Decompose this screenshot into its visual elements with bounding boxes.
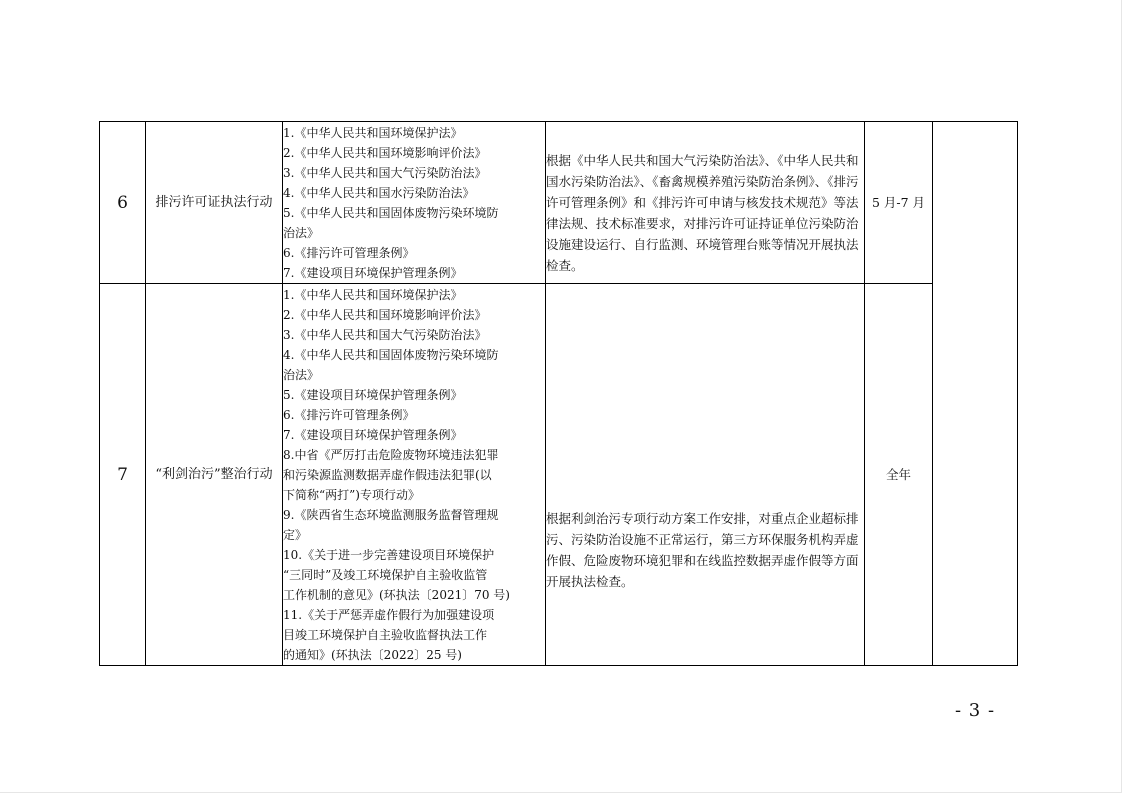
inspection-content: 根据《中华人民共和国大气污染防治法》、《中华人民共和国水污染防治法》、《畜禽规模养殖污染防治条例》、《排污许可管理条例》和《排污许可申请与核发技术规范》等法律法规、技术标准要求，对排污许可证持证单位污染防治设施建设运行、自行监测、环境管理台账等情况开展执法检查。: [546, 122, 865, 284]
basis-item: 下简称“两打”)专项行动》: [283, 488, 420, 502]
basis-item: 工作机制的意见》(环执法〔2021〕70 号): [283, 588, 510, 602]
basis-item: 2.《中华人民共和国环境影响评价法》: [283, 146, 487, 160]
basis-item: 8.中省《严厉打击危险废物环境违法犯罪: [283, 448, 499, 462]
inspection-content: 根据利剑治污专项行动方案工作安排，对重点企业超标排污、污染防治设施不正常运行，第三方环保服务机构弄虚作假、危险废物环境犯罪和在线监控数据弄虚作假等方面开展执法检查。: [546, 284, 865, 666]
basis-item: 5.《建设项目环境保护管理条例》: [283, 388, 463, 402]
time-period: 5 月-7 月: [865, 122, 933, 284]
basis-item: 的通知》(环执法〔2022〕25 号): [283, 648, 462, 662]
row-number: 6: [100, 122, 146, 284]
basis-item: 治法》: [283, 226, 320, 240]
basis-item: “三同时”及竣工环境保护自主验收监管: [283, 568, 488, 582]
basis-item: 6.《排污许可管理条例》: [283, 408, 415, 422]
table-row: [100, 284, 1018, 666]
basis-item: 11.《关于严惩弄虚作假行为加强建设项: [283, 608, 495, 622]
basis-item: 4.《中华人民共和国水污染防治法》: [283, 186, 475, 200]
row-number: 7: [100, 284, 146, 666]
legal-basis-list: [283, 122, 546, 284]
basis-item: 4.《中华人民共和国固体废物污染环境防: [283, 348, 499, 362]
basis-item: 治法》: [283, 368, 320, 382]
basis-item: 3.《中华人民共和国大气污染防治法》: [283, 166, 487, 180]
basis-item: 3.《中华人民共和国大气污染防治法》: [283, 328, 487, 342]
action-name: 排污许可证执法行动: [146, 122, 283, 284]
time-period: 全年: [865, 284, 933, 666]
basis-item: 1.《中华人民共和国环境保护法》: [283, 126, 463, 140]
basis-item: 5.《中华人民共和国固体废物污染环境防: [283, 206, 499, 220]
basis-item: 和污染源监测数据弄虚作假违法犯罪(以: [283, 468, 492, 482]
table-row: [100, 122, 1018, 284]
basis-item: 6.《排污许可管理条例》: [283, 246, 415, 260]
basis-item: 7.《建设项目环境保护管理条例》: [283, 266, 463, 280]
basis-item: 7.《建设项目环境保护管理条例》: [283, 428, 463, 442]
basis-item: 2.《中华人民共和国环境影响评价法》: [283, 308, 487, 322]
legal-basis-list: [283, 284, 546, 666]
enforcement-table: [99, 121, 1018, 666]
basis-item: 定》: [283, 528, 308, 542]
basis-item: 9.《陕西省生态环境监测服务监督管理规: [283, 508, 499, 522]
basis-item: 10.《关于进一步完善建设项目环境保护: [283, 548, 495, 562]
remarks-cell: [933, 122, 1018, 666]
basis-item: 目竣工环境保护自主验收监督执法工作: [283, 628, 488, 642]
action-name: “利剑治污”整治行动: [146, 284, 283, 666]
basis-item: 1.《中华人民共和国环境保护法》: [283, 288, 463, 302]
page-number: - 3 -: [955, 700, 996, 721]
